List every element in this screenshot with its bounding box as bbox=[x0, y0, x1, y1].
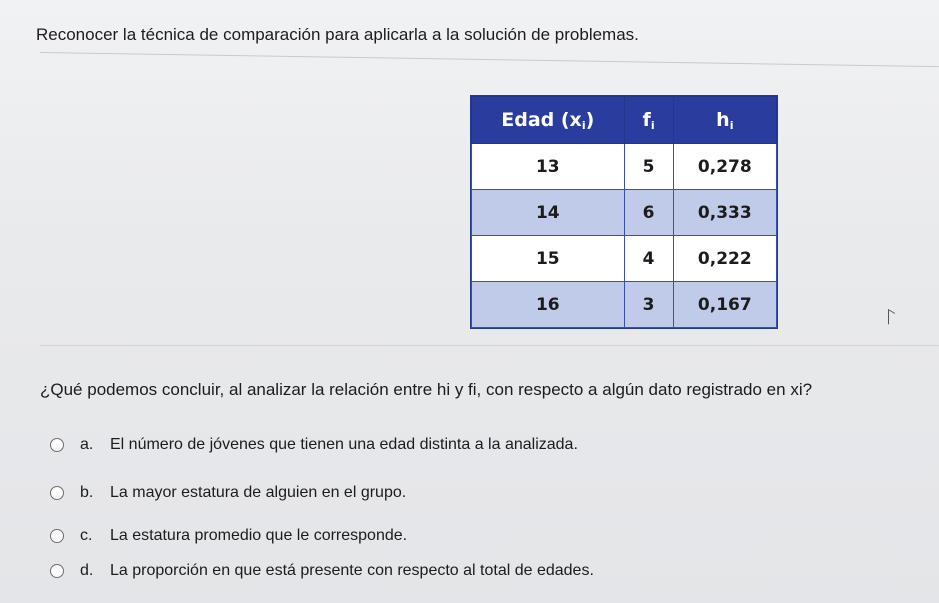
cell-fi: 4 bbox=[624, 236, 673, 282]
cell-fi: 5 bbox=[624, 144, 673, 190]
cell-age: 16 bbox=[472, 282, 625, 328]
cell-age: 13 bbox=[472, 144, 625, 190]
mid-divider bbox=[40, 345, 939, 346]
header-hi: $h_i$ bbox=[673, 97, 776, 144]
radio-option-c[interactable] bbox=[50, 529, 64, 543]
option-text: La proporción en que está presente con respecto al total de edades. bbox=[110, 562, 594, 579]
cell-hi: 0,278 bbox=[673, 144, 776, 190]
header-fi: $f_i$ bbox=[624, 97, 673, 144]
cell-age: 14 bbox=[472, 190, 625, 236]
radio-option-a[interactable] bbox=[50, 438, 64, 452]
option-letter: d. bbox=[80, 562, 94, 579]
cell-fi: 3 bbox=[624, 282, 673, 328]
cell-hi: 0,167 bbox=[673, 282, 776, 328]
option-letter: c. bbox=[80, 527, 93, 544]
table-row bbox=[472, 236, 777, 282]
cell-fi: 6 bbox=[624, 190, 673, 236]
cell-hi: 0,222 bbox=[673, 236, 776, 282]
mouse-cursor-icon bbox=[888, 309, 895, 328]
option-d[interactable] bbox=[50, 560, 594, 582]
table-row bbox=[472, 190, 777, 236]
table-header-row bbox=[472, 97, 777, 144]
option-a[interactable] bbox=[50, 434, 578, 456]
radio-option-b[interactable] bbox=[50, 486, 64, 500]
cell-age: 15 bbox=[472, 236, 625, 282]
option-text: La estatura promedio que le corresponde. bbox=[110, 527, 408, 544]
option-b[interactable] bbox=[50, 482, 406, 504]
option-text: El número de jóvenes que tienen una edad distinta a la analizada. bbox=[110, 436, 578, 453]
option-letter: b. bbox=[80, 484, 94, 501]
question-text: ¿Qué podemos concluir, al analizar la relación entre hi y fi, con respecto a algún dato registrado en xi? bbox=[40, 380, 813, 399]
objective-heading: Reconocer la técnica de comparación para aplicarla a la solución de problemas. bbox=[36, 25, 639, 44]
table-row bbox=[472, 144, 777, 190]
radio-option-d[interactable] bbox=[50, 564, 64, 578]
cell-hi: 0,333 bbox=[673, 190, 776, 236]
frequency-table bbox=[470, 95, 778, 329]
table-row bbox=[472, 282, 777, 328]
header-age: Edad $(x_i)$ bbox=[472, 97, 625, 144]
option-letter: a. bbox=[80, 436, 94, 453]
option-c[interactable] bbox=[50, 525, 407, 547]
option-text: La mayor estatura de alguien en el grupo. bbox=[110, 484, 407, 501]
top-divider bbox=[40, 52, 939, 67]
